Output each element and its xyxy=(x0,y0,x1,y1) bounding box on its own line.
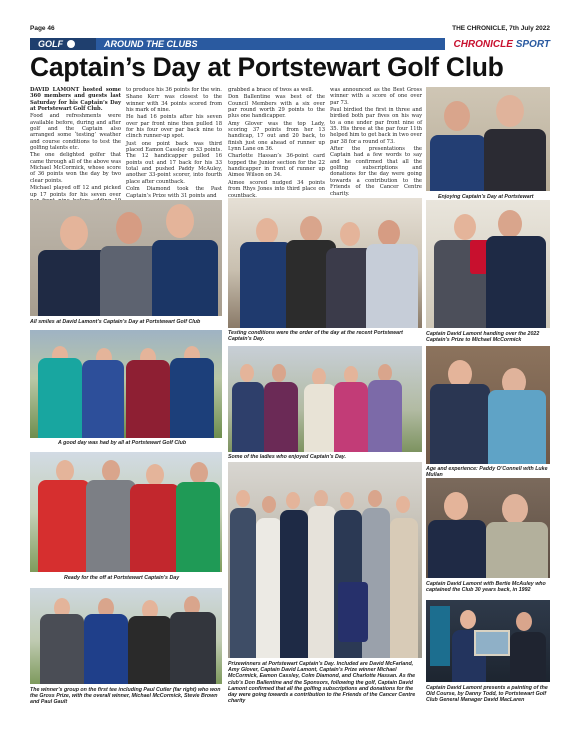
article-paragraph: Michael played off 12 and picked up 17 points for his seven over xyxy=(30,185,121,198)
photo-painting-presentation xyxy=(426,600,550,682)
golf-ball-icon xyxy=(67,40,75,48)
photo-caption: Prizewinners at Portstewart Captain’s Day. Included are David McFarland, Amy Glover, Captain David Lamont, Captain’s Prize winner Michael McCormick, Eamon Cassley, Colm Diamond, and Charlotte Hassan. As the club’s Don Ballentine and the Sponsors, following the golf, Captain David Lamont confirmed that all the golfing subscriptions and donations for the day were going towards a contribution to the Friends of the Cancer Centre charity xyxy=(228,661,416,705)
article-column-3 xyxy=(228,87,325,207)
article-paragraph: to produce his 36 points for the win. xyxy=(126,87,222,93)
photo-caption: Ready for the off at Portstewart Captain’s Day xyxy=(64,575,180,581)
article-paragraph: DAVID LAMONT hosted some 360 members and guests last Saturday for his Captain’s Day at Portstewart Golf Club. xyxy=(30,87,121,113)
photo-caption: Age and experience: Paddy O’Connell with Luke Mullan xyxy=(426,466,548,479)
photo-caption: All smiles at David Lamont’s Captain’s Day at Portstewart Golf Club xyxy=(30,319,201,325)
article-column-1 xyxy=(30,87,121,212)
photo-caption: Testing conditions were the order of the day at the recent Portstewart Captain’s Day. xyxy=(228,330,403,343)
banner-icon xyxy=(430,606,450,666)
photo-caption: Some of the ladies who enjoyed Captain’s Day. xyxy=(228,454,347,460)
photo-ladies xyxy=(228,346,422,452)
article-paragraph: The one delighted golfer that came through all of the above was Michael McCormick, whose score of 36 points won the day by two clear points. xyxy=(30,152,121,184)
article-paragraph: Aimee scored nudged 34 points from Rhys Jones into third place on countback. xyxy=(228,179,325,199)
article-paragraph: Amy Glover was the top Lady, scoring 37 points from her 13 handicap, 17 out and 20 back, to finish just one ahead of runner up Lynn Lane on 36. xyxy=(228,120,325,153)
article-paragraph: Just one point back was third placed Eamon Cassley on 33 points. The 12 handicapper pulled 16 points out and 17 back for his 33 total and pushed Paddy McAuley, another 33-point scorer, into fourth place after countback. xyxy=(126,140,222,185)
chronicle-sport-logo: CHRONICLE SPORT xyxy=(453,38,550,50)
photo-caption: The winner’s group on the first tee including Paul Cutler (far right) who won the Gross Prize, with the overall winner, Michael McCormick, Stevie Brown and Paul Gault xyxy=(30,687,221,706)
golf-section-tag: GOLF xyxy=(30,38,96,50)
article-paragraph: Paul birdied the first in three and birdied both par fives on his way to a one under par front nine of 35. His three at the par four 11th helped him to get back in two over par 38 for a round of 73. xyxy=(330,107,422,145)
page-number: Page 46 xyxy=(30,25,55,32)
publication-date: THE CHRONICLE, 7th July 2022 xyxy=(452,25,550,32)
photo-all-smiles xyxy=(30,200,222,316)
photo-ready-for-the-off xyxy=(30,452,222,572)
photo-caption: Captain David Lamont with Bertie McAuley who captained the Club 30 years back, in 1992 xyxy=(426,581,546,594)
photo-caption: Enjoying Captain’s Day at Portstewart xyxy=(438,194,534,200)
photo-bertie-mcauley xyxy=(426,478,550,578)
article-paragraph: Food and refreshments were available before, during and after golf and the Captain also arranged some ‘testing’ weather and course conditions to test the golfing talents etc. xyxy=(30,113,121,152)
golf-bag-icon xyxy=(338,582,368,642)
photo-caption: Captain David Lamont presents a painting of the Old Course, by Danny Todd, to Portstewart Golf Club General Manager David MacLaren xyxy=(426,685,548,704)
article-paragraph: Colm Diamond took the Past Captain’s Prize with 31 points and xyxy=(126,186,222,199)
photo-prizewinners xyxy=(228,462,422,658)
photo-captains-prize-handover xyxy=(426,200,550,328)
photo-good-day xyxy=(30,330,222,438)
around-the-clubs-tag: AROUND THE CLUBS xyxy=(96,38,445,50)
article-paragraph: grabbed a brace of twos as well. xyxy=(228,87,314,93)
article-paragraph: was announced as the Best Gross winner with a score of one over par 73. xyxy=(330,87,422,106)
article-paragraph: Shane Kerr was closest to the winner with 34 points scored from his mark of nine. xyxy=(126,94,222,114)
photo-winners-group xyxy=(30,588,222,684)
photo-enjoying-captains-day xyxy=(426,87,550,191)
section-banner xyxy=(30,38,550,50)
painting-icon xyxy=(474,630,510,656)
photo-testing-conditions xyxy=(228,198,422,328)
page-title: Captain’s Day at Portstewart Golf Club xyxy=(30,52,504,82)
article-paragraph: After the presentations the Captain had a few words to say and he confirmed that all the golfing subscriptions and donations for the day were going towards a contribution to the Friends of the Cancer Centre charity. xyxy=(330,146,422,197)
article-paragraph: Don Ballentine was best of the Council Members with a six over par round worth 29 points to the plus one handicapper. xyxy=(228,94,325,120)
article-paragraph: He had 16 points after his seven over par front nine then pulled 18 for his four over par back nine to clinch runner-up spot. xyxy=(126,114,222,140)
article-column-2 xyxy=(126,87,222,200)
photo-caption: A good day was had by all at Portstewart Golf Club xyxy=(58,440,187,446)
page-header xyxy=(30,25,550,35)
photo-caption: Captain David Lamont handing over the 2022 Captain’s Prize to Michael McCormick xyxy=(426,331,540,344)
article-paragraph: Charlotte Hassan’s 36-point card topped the Junior section for the 22 handicapper in front of runner up Aimee Wilson on 34. xyxy=(228,153,325,179)
photo-age-and-experience xyxy=(426,346,550,464)
